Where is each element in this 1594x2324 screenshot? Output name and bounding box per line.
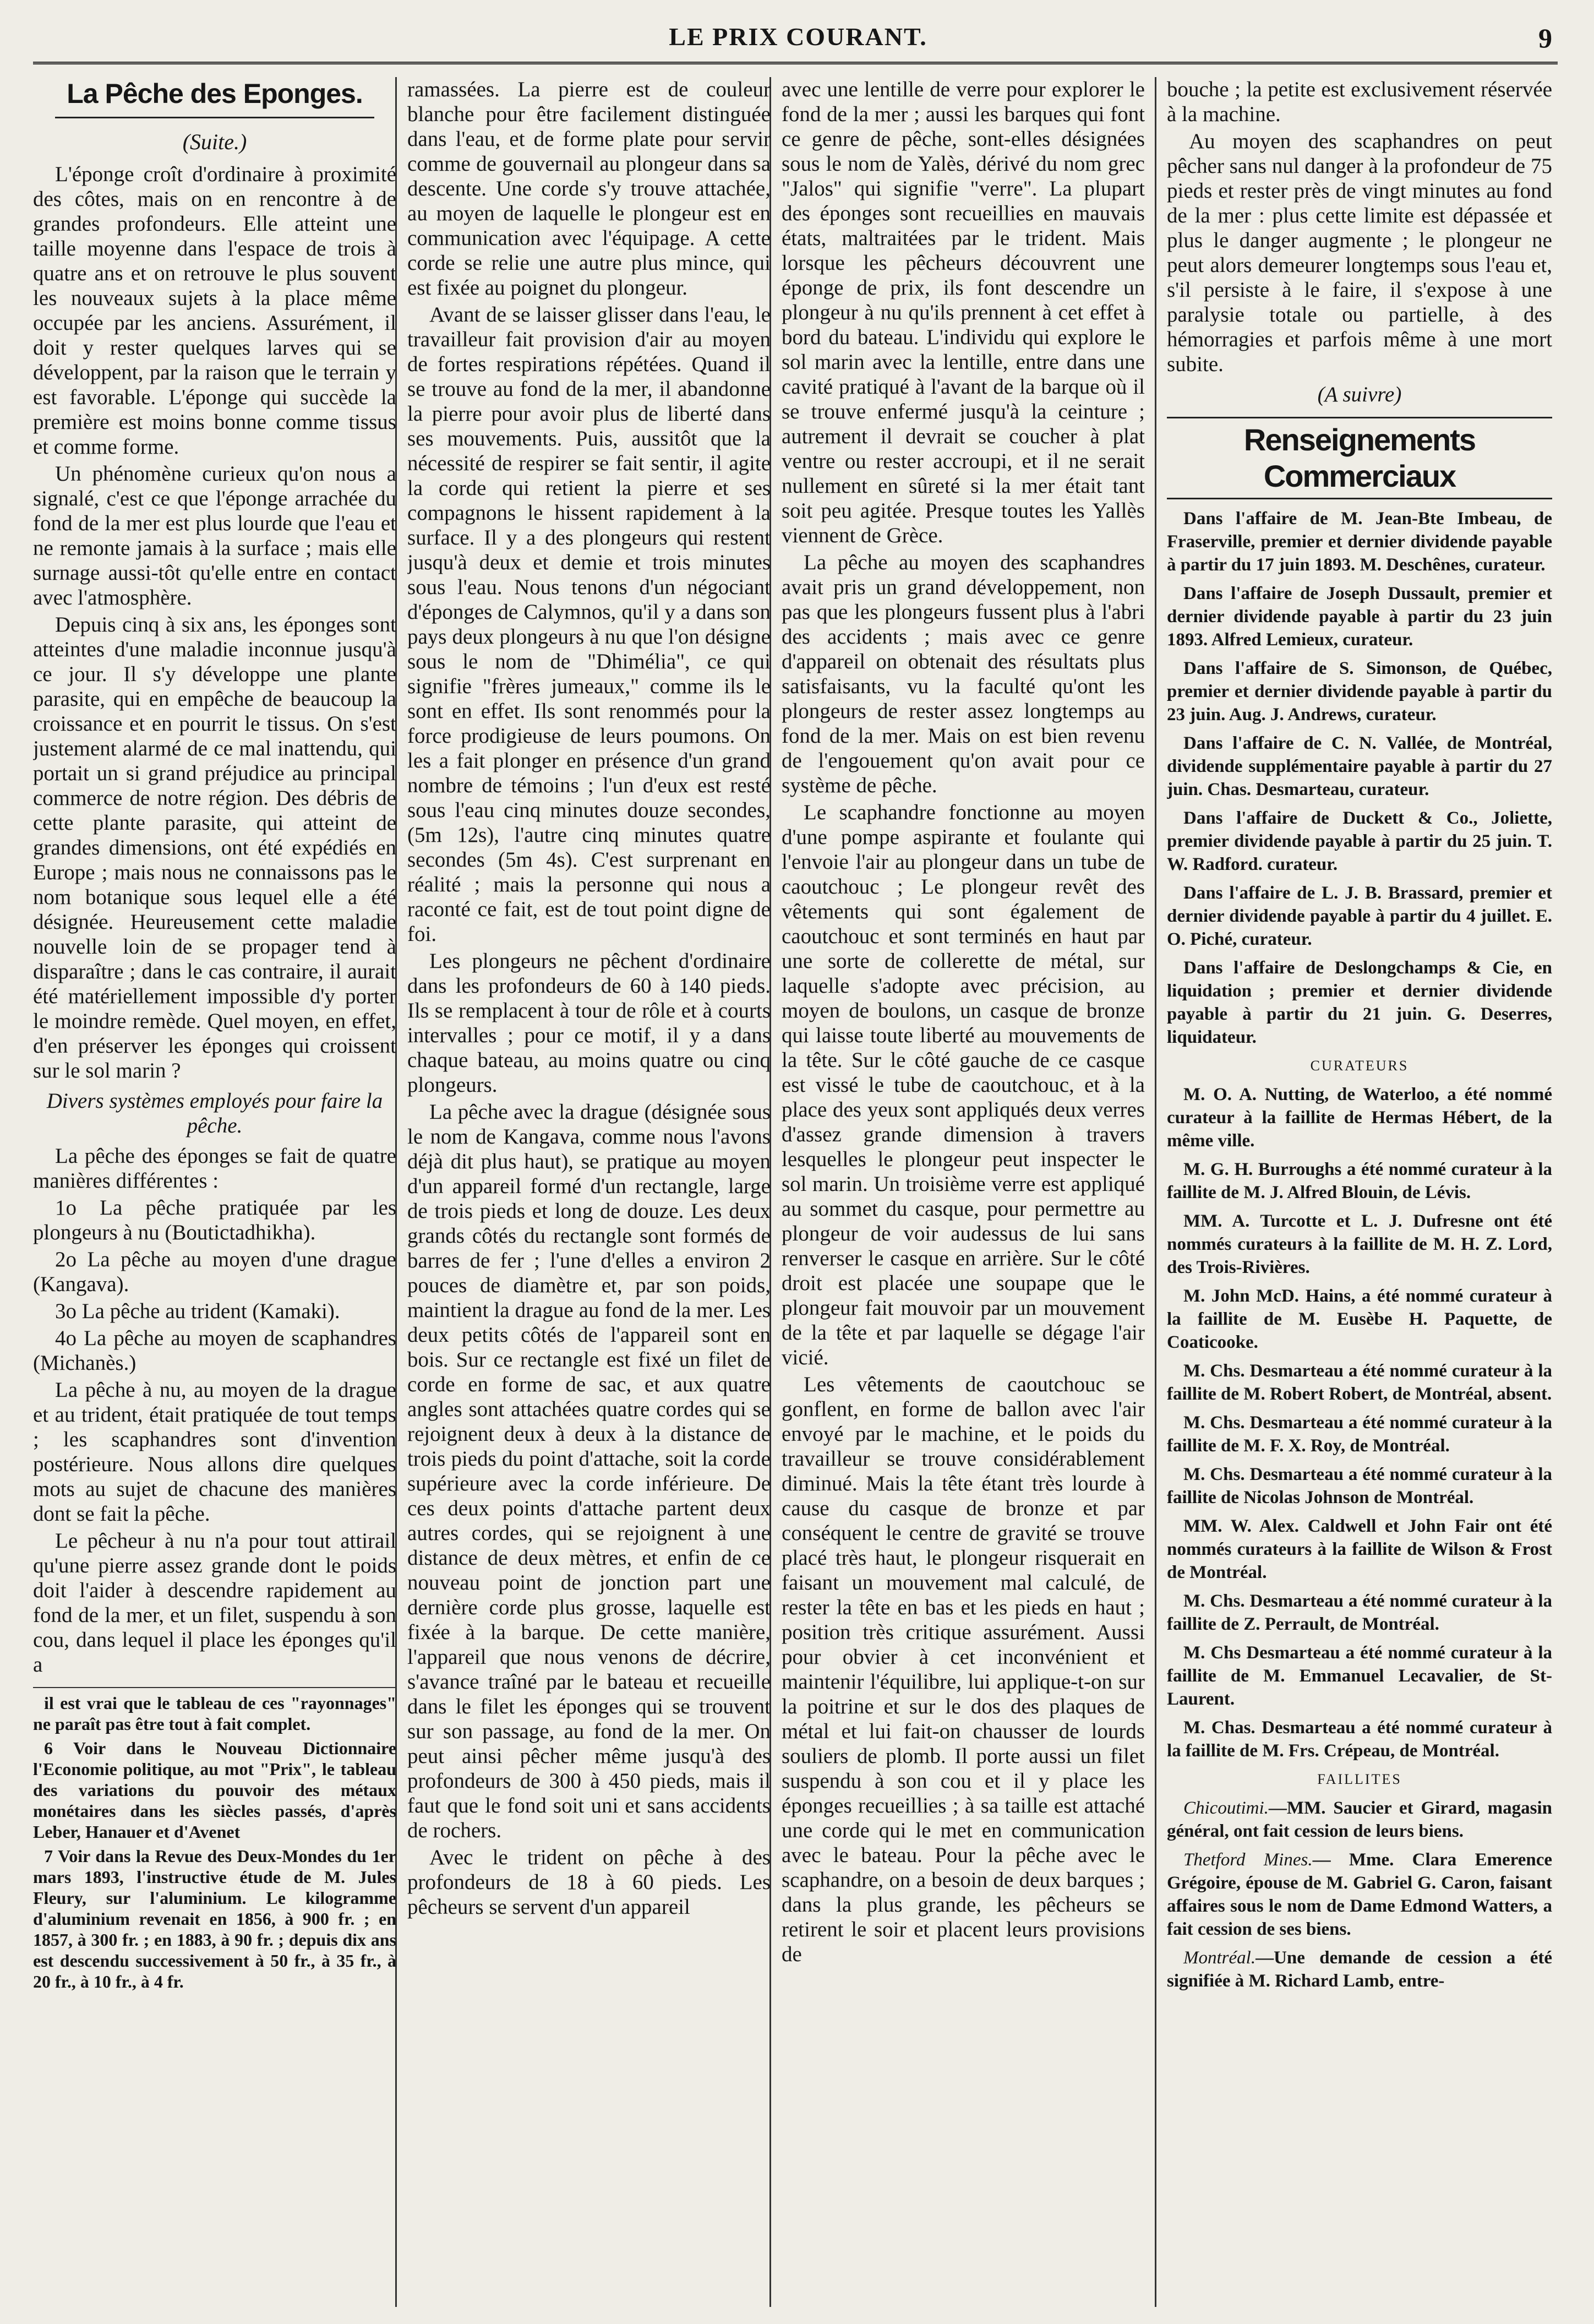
paragraph: 4o La pêche au moyen de scaphandres (Michanès.) (33, 1326, 396, 1375)
bankruptcy-notice (1167, 1797, 1552, 1843)
section-heading: Divers systèmes employés pour faire la pêche. (46, 1089, 383, 1137)
curator-notice: M. Chs. Desmarteau a été nommé curateur à la faillite de Nicolas Johnson de Montréal. (1167, 1465, 1552, 1507)
newspaper-title: LE PRIX COURANT. (669, 23, 927, 51)
paragraph: Depuis cinq à six ans, les éponges sont atteintes d'une maladie inconnue jusqu'à ce jour. Il s'y développe une plante parasite, qui en empêche de beaucoup la croissance et en pourrit le tissus. On s'est justement alarmé de ce mal inattendu, qui portait un si grand préjudice au principal commerce de notre région. Des débris de cette plante parasite, qui atteint de grandes dimensions, ont été expédiés en Europe ; mais nous ne connaissons pas le nom botanique sous lequel elle a été désignée. Heureusement cette maladie nouvelle loin de se propager tend à disparaître ; dans le cas contraire, il aurait été matériellement impossible d'y porter le moindre remède. Quel moyen, en effet, d'en préserver les éponges qui croissent sur le sol marin ? (33, 613, 396, 1082)
paragraph: avec une lentille de verre pour explorer le fond de la mer ; aussi les barques qui font ce genre de pêche, sont-elles désignées sous le nom de Yalès, dérivé du nom grec "Jalos" qui signifie "verre". La plupart des éponges sont recueillies en mauvais états, maltraitées par le trident. Mais lorsque les pêcheurs découvrent une éponge de prix, ils font descendre un plongeur à nu qu'ils prennent à cet effet à bord du bateau. L'individu qui explore le sol marin avec la lentille, entre dans une cavité pratiqué à l'avant de la barque où il se trouve enfermé jusqu'à la ceinture ; autrement il devrait se coucher à plat ventre ou rester accroupi, et il ne serait nullement en sûreté si la mer était tant soit peu agitée. Presque toutes les Yallès viennent de Grèce. (782, 78, 1145, 547)
curator-notice: M. John McD. Hains, a été nommé curateur à la faillite de M. Eusèbe H. Paquette, de Coaticooke. (1167, 1286, 1552, 1352)
paragraph: Les plongeurs ne pêchent d'ordinaire dans les profondeurs de 60 à 140 pieds. Ils se remplacent à tour de rôle et à courts intervalles ; pour ce motif, il y a dans chaque bateau, au moins quatre ou cinq plongeurs. (407, 949, 771, 1097)
curator-notice: M. G. H. Burroughs a été nommé curateur à la faillite de M. J. Alfred Blouin, de Lévis. (1167, 1160, 1552, 1202)
paragraph: La pêche à nu, au moyen de la drague et au trident, était pratiquée de tout temps ; les scaphandres sont d'invention postérieure. Nous allons dire quelques mots au sujet de chacune des manières dont se fait la pêche. (33, 1378, 396, 1526)
curator-notice: M. Chs. Desmarteau a été nommé curateur à la faillite de Z. Perrault, de Montréal. (1167, 1591, 1552, 1634)
dividend-notice: Dans l'affaire de Duckett & Co., Joliette, premier dividende payable à partir du 25 juin. T. W. Radford. curateur. (1167, 808, 1552, 874)
bankruptcy-text: — Mme. Clara Emerence Grégoire, épouse de M. Gabriel G. Caron, faisant affaires sous le nom de Dame Edmond Watters, a fait cession de ses biens. (1167, 1850, 1552, 1939)
bankruptcy-notice (1167, 1848, 1552, 1941)
dividend-notice: Dans l'affaire de S. Simonson, de Québec, premier et dernier dividende payable à partir du 23 juin. Aug. J. Andrews, curateur. (1167, 658, 1552, 725)
curator-notice: M. Chs Desmarteau a été nommé curateur à la faillite de M. Emmanuel Lecavalier, de St-Laurent. (1167, 1643, 1552, 1709)
paragraph: La pêche avec la drague (désignée sous le nom de Kangava, comme nous l'avons déjà dit plus haut), se pratique au moyen d'un appareil formé d'un rectangle, large de trois pieds et long de douze. Les deux grands côtés du rectangle sont formés de barres de fer ; l'une d'elles a environ 2 pouces de diamètre et, par son poids, maintient la drague au fond de la mer. Les deux petits côtés de l'appareil sont en bois. Sur ce rectangle est fixé un filet de corde en forme de sac, et aux quatre angles sont attachées quatre cordes qui se rejoignent deux à deux à la distance de trois pieds du point d'attache, soit la corde supérieure avec la corde inférieure. De ces deux points d'attache partent deux autres cordes, qui se rejoignent à une distance de deux mètres, et enfin de ce nouveau point de jonction part une dernière corde plus grosse, laquelle est fixée à la barque. De cette manière, l'appareil que nous venons de décrire, s'avance traîné par le bateau et recueille dans le filet les éponges qui se trouvent sur son passage, au fond de la mer. On peut ainsi pêcher même jusqu'à des profondeurs de 300 à 450 pieds, mais il faut que le fond soit uni et sans accidents de rochers. (407, 1100, 771, 1842)
title-underline (55, 117, 374, 118)
footnote: 6 Voir dans le Nouveau Dictionnaire l'Economie politique, au mot "Prix", le tableau des variations du pouvoir des métaux monétaires dans les siècles passés, d'après Leber, Hanauer et d'Avenet (33, 1738, 396, 1842)
column-2 (407, 77, 771, 2307)
paragraph: Au moyen des scaphandres on peut pêcher sans nul danger à la profondeur de 75 pieds et rester près de vingt minutes au fond de la mer : plus cette limite est dépassée et plus le danger augmente ; le plongeur ne peut alors demeurer longtemps sous l'eau et, s'il persiste à le faire, il s'expose à une paralysie totale ou partielle, à des hémorragies et parfois même à une mort subite. (1167, 129, 1552, 376)
paragraph: ramassées. La pierre est de couleur blanche pour être facilement distinguée dans l'eau, et de forme plate pour servir comme de gouvernail au plongeur dans sa descente. Une corde s'y trouve attachée, au moyen de laquelle le plongeur est en communication avec l'équipage. A cette corde se relie une autre plus mince, qui est fixée au poignet du plongeur. (407, 78, 771, 300)
page-number: 9 (1538, 23, 1552, 53)
bankruptcy-place: Montréal. (1183, 1948, 1256, 1968)
dividend-notice: Dans l'affaire de M. Jean-Bte Imbeau, de Fraserville, premier et dernier dividende payable à partir du 17 juin 1893. M. Deschênes, curateur. (1167, 509, 1552, 575)
paragraph: bouche ; la petite est exclusivement réservée à la machine. (1167, 78, 1552, 126)
footnote: il est vrai que le tableau de ces "rayonnages" ne paraît pas être tout à fait complet. (33, 1693, 396, 1734)
faillites-heading: FAILLITES (1317, 1771, 1402, 1787)
paragraph: Avant de se laisser glisser dans l'eau, le travailleur fait provision d'air au moyen de fortes respirations répétées. Quand il se trouve au fond de la mer, il abandonne la pierre pour avoir plus de liberté dans ses mouvements. Puis, aussitôt que la nécessité de respirer se fait sentir, il agite la corde qui retient la pierre et ses compagnons le hissent rapidement à la surface. Il y a des plongeurs qui restent jusqu'à deux et demie et trois minutes sous l'eau. Nous tenons d'un négociant d'éponges de Calymnos, qu'il y a dans son pays deux plongeurs à nu que l'on désigne sous le nom de "Dhimélia", ce qui signifie "frères jumeaux," comme ils le sont en effet. Ils sont renommés pour la force prodigieuse de leurs poumons. On les a fait plonger en présence d'un grand nombre de témoins ; l'un d'eux est resté sous l'eau cinq minutes douze secondes, (5m 12s), l'autre cinq minutes quatre secondes (5m 4s). C'est surprenant en réalité ; mais la personne qui nous a raconté ce fait, est de tout point digne de foi. (407, 303, 771, 946)
commercial-notices (1167, 507, 1552, 1993)
article-subtitle: (Suite.) (182, 129, 247, 154)
dividend-notice: Dans l'affaire de Joseph Dussault, premier et dernier dividende payable à partir du 23 juin 1893. Alfred Lemieux, curateur. (1167, 584, 1552, 650)
curateurs-heading: CURATEURS (1310, 1058, 1409, 1074)
paragraph: 2o La pêche au moyen d'une drague (Kangava). (33, 1248, 396, 1296)
curator-notice: M. Chs. Desmarteau a été nommé curateur à la faillite de M. Robert Robert, de Montréal, absent. (1167, 1361, 1552, 1404)
column-divider (1155, 77, 1156, 2307)
bankruptcy-place: Thetford Mines. (1183, 1850, 1313, 1870)
paragraph: 1o La pêche pratiquée par les plongeurs à nu (Boutictadhikha). (33, 1196, 396, 1244)
curator-notice: MM. A. Turcotte et L. J. Dufresne ont été nommés curateurs à la faillite de M. H. Z. Lord, des Trois-Rivières. (1167, 1211, 1552, 1277)
footnote: 7 Voir dans la Revue des Deux-Mondes du 1er mars 1893, l'instructive étude de M. Jules Fleury, sur l'aluminium. Le kilogramme d'aluminium revenait en 1856, à 900 fr. ; en 1857, à 300 fr. ; en 1883, à 90 fr. ; depuis dix ans est descendu successivement à 50 fr., à 35 fr., à 20 fr., à 10 fr., à 4 fr. (33, 1846, 396, 1991)
curator-notice: M. Chas. Desmarteau a été nommé curateur à la faillite de M. Frs. Crépeau, de Montréal. (1167, 1718, 1552, 1761)
bankruptcy-place: Chicoutimi. (1183, 1798, 1269, 1818)
paragraph: L'éponge croît d'ordinaire à proximité des côtes, mais on en rencontre à de grandes profondeurs. Elle atteint une taille moyenne dans l'espace de trois à quatre ans et on retrouve le plus souvent les nouveaux sujets à la place même occupée par les anciens. Assurément, il doit y rester quelques larves qui se développent, par la raison que le terrain y est favorable. L'éponge qui succède la première est moins bonne comme tissus et comme forme. (33, 162, 396, 459)
paragraph: Le scaphandre fonctionne au moyen d'une pompe aspirante et foulante qui l'envoie l'air au plongeur dans un tube de caoutchouc ; Le plongeur revêt des vêtements qui sont également de caoutchouc et sont terminés en haut par une sorte de collerette de métal, sur laquelle s'adopte avec précision, au moyen de boulons, un casque de bronze qui laisse toute liberté au mouvements de la tête. Sur le côté gauche de ce casque est vissé le tube de caoutchouc, et à la place des yeux sont appliqués deux verres d'assez grande dimension à travers lesquelles le plongeur peut inspecter le sol marin. Un troisième verre est appliqué au sommet du casque, pour permettre au plongeur de voir audessus de lui sans renverser le casque en arrière. Sur le côté droit est placée une soupape que le plongeur fait mouvoir par un mouvement de la tête et par laquelle se dégage l'air vicié. (782, 801, 1145, 1369)
bankruptcy-notice (1167, 1946, 1552, 1993)
to-be-continued: (A suivre) (1317, 383, 1402, 406)
article-title: La Pêche des Eponges. (67, 78, 363, 109)
column-1 (33, 77, 396, 2307)
commercial-section-title: Renseignements Commerciaux (1167, 417, 1552, 499)
dividend-notice: Dans l'affaire de C. N. Vallée, de Montréal, dividende supplémentaire payable à partir du 27 juin. Chas. Desmarteau, curateur. (1167, 733, 1552, 799)
curator-notice: M. Chs. Desmarteau a été nommé curateur à la faillite de M. F. X. Roy, de Montréal. (1167, 1413, 1552, 1456)
page-header (33, 22, 1563, 55)
footnotes (33, 1687, 396, 1992)
bankruptcy-text: —MM. Saucier et Girard, magasin général, ont fait cession de leurs biens. (1167, 1798, 1552, 1841)
paragraph: Un phénomène curieux qu'on nous a signalé, c'est ce que l'éponge arrachée du fond de la mer est plus lourde que l'eau et ne remonte jamais à la surface ; mais elle surnage aussi-tôt qu'elle entre en contact avec l'atmosphère. (33, 462, 396, 609)
column-4 (1167, 77, 1552, 2307)
paragraph: La pêche des éponges se fait de quatre manières différentes : (33, 1144, 396, 1193)
paragraph: Avec le trident on pêche à des profondeurs de 18 à 60 pieds. Les pêcheurs se servent d'un appareil (407, 1846, 771, 1919)
paragraph: 3o La pêche au trident (Kamaki). (55, 1299, 340, 1323)
bankruptcy-text: —Une demande de cession a été signifiée à M. Richard Lamb, entre- (1167, 1948, 1552, 1991)
curator-notice: M. O. A. Nutting, de Waterloo, a été nommé curateur à la faillite de Hermas Hébert, de la même ville. (1167, 1085, 1552, 1151)
paragraph: La pêche au moyen des scaphandres avait pris un grand développement, non pas que les plongeurs fussent plus à l'abri des accidents ; mais avec ce genre d'appareil on obtenait des résultats plus satisfaisants, vu la faculté qu'ont les plongeurs de rester assez longtemps au fond de la mer. Mais on est bien revenu de l'engouement qu'on avait pour ce système de pêche. (782, 551, 1145, 797)
paragraph: Le pêcheur à nu n'a pour tout attirail qu'une pierre assez grande dont le poids doit l'aider à descendre rapidement au fond de la mer, et un filet, suspendu à son cou, dans lequel il place les éponges qu'il a (33, 1529, 396, 1677)
header-rule (33, 62, 1558, 64)
column-3 (782, 77, 1145, 2307)
curator-notice: MM. W. Alex. Caldwell et John Fair ont été nommés curateurs à la faillite de Wilson & Frost de Montréal. (1167, 1516, 1552, 1582)
paragraph: Les vêtements de caoutchouc se gonflent, en forme de ballon avec l'air envoyé par le machine, et le poids du travailleur se trouve considérablement diminué. Mais la tête étant très lourde à cause du casque de bronze et par conséquent le centre de gravité se trouve placé très haut, le plongeur risquerait en faisant un mouvement mal calculé, de rester la tête en bas et les pieds en haut ; position très critique assurément. Aussi pour obvier à cet inconvénient et maintenir l'équilibre, lui applique-t-on sur la poitrine et sur le dos des plaques de métal et lui fait-on chausser de lourds souliers de plomb. Il porte aussi un filet suspendu à son cou et il y place les éponges recueillies ; à sa taille est attaché une corde qui le met en communication avec le bateau. Pour la pêche avec le scaphandre, on a besoin de deux barques ; dans la plus grande, les pêcheurs se retirent le soir et placent leurs provisions de (782, 1373, 1145, 1966)
dividend-notice: Dans l'affaire de Deslongchamps & Cie, en liquidation ; premier et dernier dividende payable à partir du 21 juin. G. Deserres, liquidateur. (1167, 958, 1552, 1047)
dividend-notice: Dans l'affaire de L. J. B. Brassard, premier et dernier dividende payable à partir du 4 juillet. E. O. Piché, curateur. (1167, 883, 1552, 949)
